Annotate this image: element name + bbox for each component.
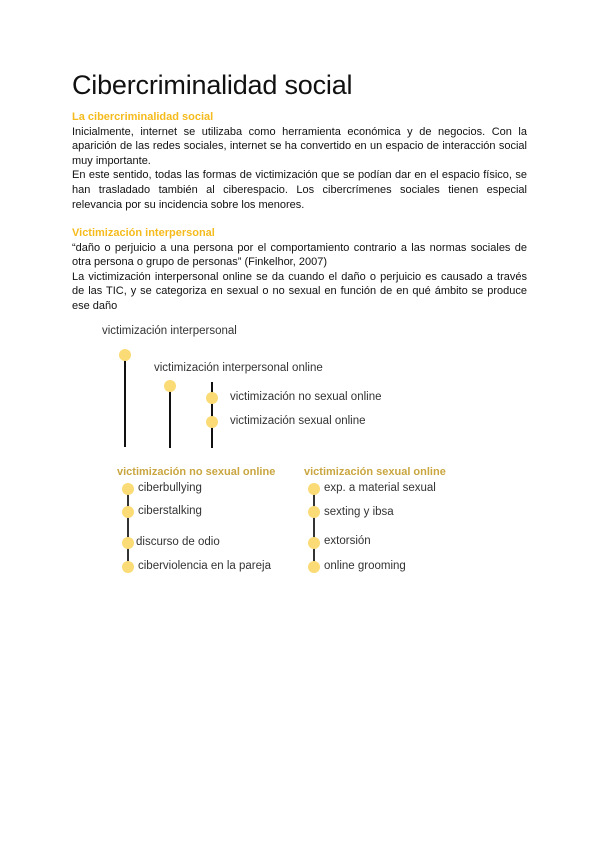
diagram-label: victimización sexual online xyxy=(230,415,366,427)
diagram-item: sexting y ibsa xyxy=(324,506,394,518)
timeline-dot xyxy=(122,506,134,518)
text-line: La victimización interpersonal online se da cuando el daño o perjuicio es causado a través xyxy=(72,270,527,283)
timeline-dot xyxy=(308,483,320,495)
diagram-heading: victimización no sexual online xyxy=(117,466,276,478)
diagram-item: exp. a material sexual xyxy=(324,482,436,494)
text-line: “daño o perjuicio a una persona por el comportamiento contrario a las normas sociales de xyxy=(72,241,527,254)
diagram-item: discurso de odio xyxy=(136,536,220,548)
section-victimizacion xyxy=(72,226,527,314)
timeline-line xyxy=(127,489,129,567)
paragraph xyxy=(72,270,527,314)
timeline-dot xyxy=(122,561,134,573)
timeline-dot xyxy=(122,537,134,549)
section-heading: Victimización interpersonal xyxy=(72,227,215,239)
timeline-dot xyxy=(206,392,218,404)
quote xyxy=(72,241,527,270)
diagram-item: online grooming xyxy=(324,560,406,572)
timeline-dot xyxy=(308,561,320,573)
text-line: han trasladado también al ciberespacio. Los cibercrímenes sociales tienen especial xyxy=(72,183,527,196)
diagram-item: ciberviolencia en la pareja xyxy=(138,560,271,572)
timeline-dot xyxy=(308,537,320,549)
text-line: relevancia por su incidencia sobre los menores. xyxy=(72,198,305,211)
diagram-item: ciberbullying xyxy=(138,482,202,494)
diagram-label: victimización interpersonal online xyxy=(154,362,323,374)
text-line: de las TIC, y se categoriza en sexual o no sexual en función de en qué ámbito se produce xyxy=(72,285,527,298)
page-title: Cibercriminalidad social xyxy=(72,70,353,100)
timeline-dot xyxy=(206,416,218,428)
text-line: otra persona o grupo de personas” (Finkelhor, 2007) xyxy=(72,256,327,269)
text-line: En este sentido, todas las formas de victimización que se podían dar en el espacio físico, se xyxy=(72,169,527,182)
text-line: ese daño xyxy=(72,299,118,312)
diagram-label: victimización no sexual online xyxy=(230,391,382,403)
timeline-dot xyxy=(122,483,134,495)
timeline-dot xyxy=(164,380,176,392)
text-line: Inicialmente, internet se utilizaba como herramienta económica y de negocios. Con la xyxy=(72,125,527,138)
text-line: aparición de las redes sociales, internet se ha convertido en un espacio de interacción social xyxy=(72,140,527,153)
timeline-line xyxy=(169,386,171,448)
diagram-item: extorsión xyxy=(324,535,371,547)
timeline-dot xyxy=(119,349,131,361)
diagram-item: ciberstalking xyxy=(138,505,202,517)
text-line: muy importante. xyxy=(72,154,151,167)
timeline-dot xyxy=(308,506,320,518)
paragraph xyxy=(72,125,527,169)
timeline-line xyxy=(124,355,126,447)
diagram-label: victimización interpersonal xyxy=(102,325,237,337)
section-cibercriminalidad xyxy=(72,110,527,212)
section-heading: La cibercriminalidad social xyxy=(72,111,214,123)
paragraph xyxy=(72,168,527,212)
timeline-line xyxy=(313,489,315,567)
diagram-heading: victimización sexual online xyxy=(304,466,446,478)
